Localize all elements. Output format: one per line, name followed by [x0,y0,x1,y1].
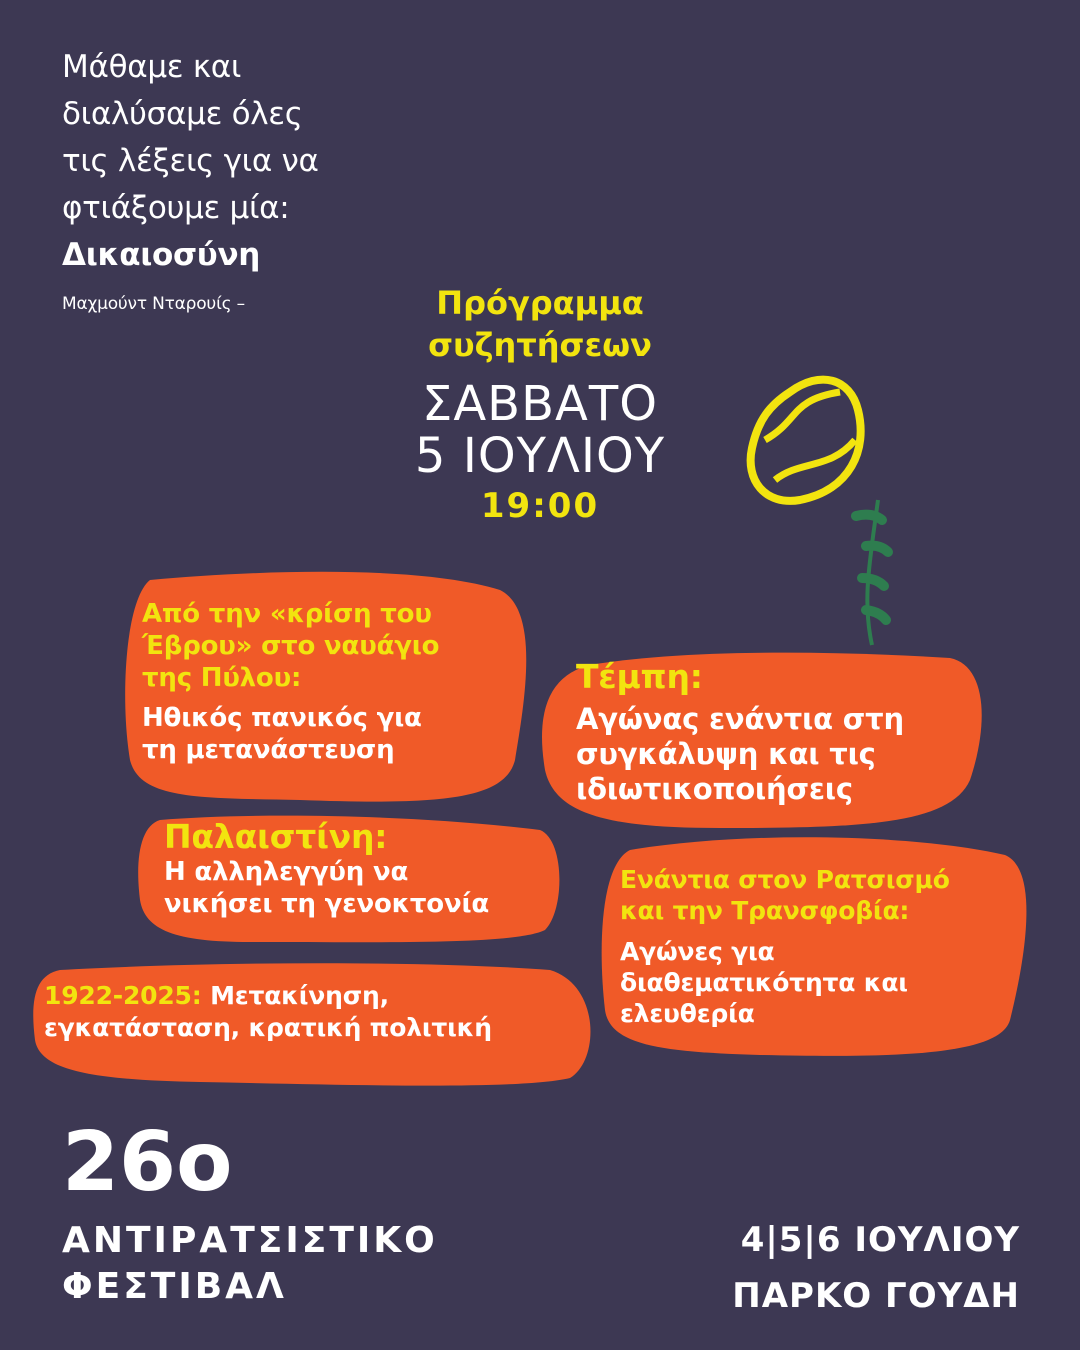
program-day: ΣΑΒΒΑΤΟ [422,376,658,432]
topic-tempi [576,658,904,807]
topic-body-line: ελευθερία [620,999,755,1028]
topic-title-line: Έβρου» στο ναυάγιο [142,631,440,661]
program-time: 19:00 [480,486,600,526]
quote-author: Μαχμούντ Νταρουίς – [62,294,245,314]
topic-title: 1922-2025: [44,981,202,1010]
topic-body-line: Αγώνας ενάντια στη [576,702,904,736]
quote-line: Μάθαμε και [62,49,242,85]
topic-title: Παλαιστίνη: [164,817,388,856]
quote-emphasis: Δικαιοσύνη [62,237,261,273]
quote-line: διαλύσαμε όλες [62,96,303,132]
topic-body-line: Ηθικός πανικός για [142,703,422,733]
festival-name [62,1218,438,1310]
topic-body-line: εγκατάσταση, κρατική πολιτική [44,1013,492,1042]
program-heading-line: συζητήσεων [428,326,652,364]
festival-edition: 26ο [62,1115,233,1210]
topic-title-line: της Πύλου: [142,663,302,693]
program-date-text: 5 ΙΟΥΛΙΟΥ [414,428,666,484]
festival-name-line: ΦΕΣΤΙΒΑΛ [62,1266,287,1307]
topic-palestine [164,818,489,920]
quote-line: τις λέξεις για να [62,143,319,179]
topic-body-line: διαθεματικότητα και [620,968,908,997]
festival-info [660,1212,1020,1324]
topic-evros [142,598,439,766]
topic-title: Τέμπη: [576,657,703,696]
topic-title-line: Από την «κρίση του [142,599,432,629]
quote-line: φτιάξουμε μία: [62,190,290,226]
topic-body-line: Η αλληλεγγύη να [164,857,409,887]
topic-body-line: τη μετανάστευση [142,735,395,765]
topic-title-line: Ενάντια στον Ρατσισμό [620,865,950,894]
festival-name-line: ΑΝΤΙΡΑΤΣΙΣΤΙΚΟ [62,1220,438,1261]
festival-dates: 4|5|6 ΙΟΥΛΙΟΥ [740,1220,1020,1260]
topic-body-line: συγκάλυψη και τις [576,737,876,771]
topic-body-line: νικήσει τη γενοκτονία [164,889,490,919]
program-heading-line: Πρόγραμμα [436,284,644,322]
festival-place: ΠΑΡΚΟ ΓΟΥΔΗ [732,1276,1020,1316]
topic-title-line: και την Τρανσφοβία: [620,896,910,925]
topic-racism [620,864,950,1029]
topic-years [44,980,492,1044]
topic-body-line: Αγώνες για [620,937,775,966]
topic-body-line: Μετακίνηση, [210,981,389,1010]
topic-body-line: ιδιωτικοποιήσεις [576,772,853,806]
